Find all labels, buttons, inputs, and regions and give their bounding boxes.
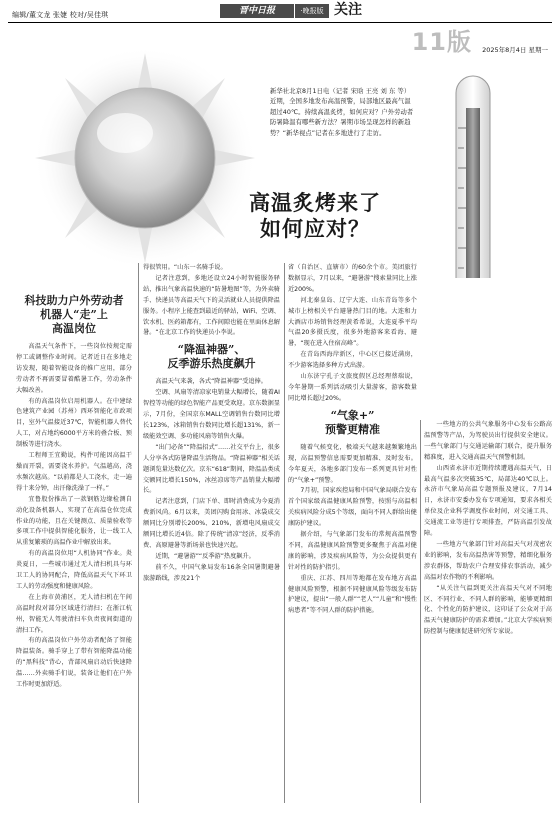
sun-illustration [30, 48, 260, 278]
column-divider [138, 263, 139, 803]
subheading-line: 反季游乐热度飙升 [167, 357, 256, 371]
paragraph: 高温天气条件下，一些岗位按规定需停工或调整作业时间。记者近日在多地走访发现，随着智能设备的推广应用，部分劳动者不再需要冒着酷暑工作，劳动条件大幅改善。 [16, 343, 132, 394]
newspaper-masthead: 晋中日报 [220, 4, 294, 18]
paragraph: 有的高温岗位用“人机协同”作业。炎炎夏日，一些城市通过无人清扫机具与环卫工人的协同配合，降低高温天气下环卫工人的劳动强度和健康风险。 [16, 550, 132, 590]
subheading-line: 预警更精准 [325, 422, 380, 436]
edition-label: ·晚报版 [295, 4, 329, 18]
paragraph: 一些地方气象部门针对高温天气对茂密农业的影响，发布高温热害等预警，精细化服务涉农群体，帮助农户合理安排农事活动，减少高温对农作物的不利影响。 [424, 540, 552, 581]
paragraph: 一些地方的公共气象服务中心发布公路高温预警等产品，为驾驶员出行提供安全建议。一些气象部门与交通运输部门联合，提升服务精准度，进入交通高温天气预警机制。 [424, 421, 552, 461]
thermometer-illustration [418, 68, 528, 278]
issue-date: 2025年8月4日 星期一 [482, 46, 548, 54]
article-column-1 [16, 290, 132, 691]
paragraph: 山西省永济市近期持续遭遇高温天气，日最高气温多次突破35℃，局部达40℃以上。永济市气象局高温专题预报及建议，7月14日，永济市安委办发布专项通知，要求各相关单位及企业科学调度作业时间，对交通工具、交通流工业等进行专项排查，严防高温引发故障。 [424, 464, 552, 538]
paragraph: “从关注气温到更关注高温天气对不同地区、不同行业、不同人群的影响，能够更精细化、个性化的防护建议，这印证了公众对于高温天气健康防护的需求增加。”北京大学疾病预防控制与健康促进研究所专家说。 [424, 584, 552, 636]
column-divider [284, 263, 285, 803]
paragraph: 在上海市黄浦区，无人清扫机在午间高温时段对部分区域进行清扫；在浙江杭州，智能无人驾驶清扫车负责夜间街道的清扫工作。 [16, 593, 132, 634]
subheading-line: 科技助力户外劳动者 [24, 294, 124, 307]
headline-line-2: 如何应对？ [260, 216, 370, 241]
subheading-cooling [143, 343, 280, 371]
paragraph: 近期，“避暑游”“反季游”热度飙升。 [155, 552, 255, 560]
column-divider [420, 420, 421, 803]
paragraph: 宜鲁股份推出了一款钢筋边缘检测自动化设备机器人，实现了在高温仓位完成作业的功能，且在关键测点、质量验收等多项工作中提供智能化服务，让一线工人从重复繁琐的高温作业中解放出来。 [16, 495, 132, 547]
subheading-tech [16, 294, 132, 336]
paragraph: 空调、风扇等清凉家电销量大幅增长，随着AI智控等功能的绿色智能产品更受欢迎。京东数据显示，7月份，全国京东MALL空调销售台数同比增长123%，冰箱销售台数同比增长超131%，新一级能效空调、多功能风扇等销售火爆。 [143, 389, 280, 440]
paragraph: 得很管用。“山东一名骑手说。 [143, 264, 227, 271]
page-number: 11版 [411, 28, 472, 56]
subheading-line: 机器人“走”上 [40, 308, 108, 321]
subheading-line: “降温神器”、 [177, 343, 246, 357]
paragraph: 工程师王宜勤说，构件可能因高温干燥而开裂，需要浇水养护。气温越高，浇水频次越高。“以前都是人工浇水，走一遍得十来分钟，出汗像洗澡了一样。” [16, 452, 132, 492]
paragraph: 河北秦皇岛、辽宁大连、山东青岛等多个城市上榜相关平台避暑热门目的地。大连和力大酒店市场销售经理黄希希说，大连夏季平均气温20多摄氏度，很多外地游客来看海、避暑，“现在进入住宿高峰”。 [288, 296, 417, 348]
paragraph: 据介绍，与气象部门发布的常规高温预警不同，高温健康风险预警更多聚焦于高温对健康的影响，涉及疾病风险等，为公众提供更有针对性的防护指引。 [288, 531, 417, 571]
subheading-forecast [288, 409, 417, 437]
subheading-line: “气象+” [330, 408, 375, 422]
article-column-2 [143, 263, 280, 585]
header-rule [8, 22, 552, 23]
section-title: 关注 [334, 2, 362, 18]
paragraph: 记者注意到，多地还设立24小时智能服务驿站，推出气象高温快速的“防暑地图”等，为外卖骑手、快递员等高温天气下的灵活就业人员提供降温服务。小程序上能查到最近的驿站，WiFi、空调、饮水机、医药箱都有，工作间隙也能在里面休息解暑。“在北京工作的快递员小李说。 [143, 274, 280, 337]
paragraph: 7月初，国家疾控局和中国气象局联合发布首个国家级高温健康风险预警，按照与高温相关疾病风险分成5个等级，面向不同人群给出健康防护建议。 [288, 487, 417, 528]
editor-credits: 编辑/董文龙 张婕 校对/吴佳琪 [12, 11, 109, 19]
page-header [8, 0, 552, 56]
main-headline [215, 190, 415, 242]
paragraph: “出门必备”“降温招式”……社交平台上，很多人分享各式防暑降温生活物品。“降温神器”相关话题浏览量达数亿次。京东“618”期间，降温品类成交额同比增长150%，冰丝凉席等产品销量大幅增长。 [143, 443, 280, 495]
headline-line-1: 高温炙烤来了 [249, 190, 381, 215]
paragraph: 记者注意到，门店下单、即时消费成为今夏消费新风尚。6月以来，美团闪购食用冰、冰袋成交额同比分别增长200%、210%，新增电风扇成交额同比增长近4倍。除了传统“清凉”经济，反季消费、高原避暑等新场景也快速兴起。 [143, 498, 280, 549]
paragraph: 省（自治区、直辖市）的60余个市。美团旅行数据显示，7月以来，“避暑游”搜索量同比上涨近200%。 [288, 264, 417, 293]
paragraph: 山东济宁孔子文旅度假区总经理蔡瑞说，今年暑期一系列活动吸引大量游客，游客数量同比增长超过20%。 [288, 373, 417, 402]
subheading-line: 高温岗位 [52, 322, 96, 335]
paragraph: 有的高温岗位户外劳动者配备了智能降温装备。骑手穿上了带有智能降温功能的“黑科技”背心，背部风扇启动后快速降温……外卖骑手们说，装备让他们在户外工作时更加舒适。 [16, 637, 132, 689]
hero-illustration [0, 38, 560, 278]
article-column-3 [288, 263, 417, 617]
paragraph: 在青岛西海岸新区，中心区已接近满房，不少游客选择多种方式出游。 [288, 351, 417, 370]
article-lead: 新华社北京8月1日电（记者 宋晗 王亮 刘 东 等）近期，全国多地发布高温预警，局部地区最高气温超过40℃。持续高温炙烤，如何应对？户外劳动者防暑降温有哪些新方法？暑期市场呈现怎样的新趋势？“新华视点”记者在多地进行了走访。 [270, 88, 414, 137]
paragraph: 高温天气来袭，各式“降温神器”受追捧。 [155, 378, 267, 386]
paragraph: 随着气候变化，极端天气越来越频繁地出现，高温预警信息需要更加精准、及时发布。今年夏天，各地多部门发布一系列更具针对性的“气象+”预警。 [288, 443, 417, 484]
article-column-4 [424, 420, 552, 638]
paragraph: 前不久，中国气象局发布16条全国暑期避暑旅游路线，涉及21个 [143, 563, 280, 582]
paragraph: 重庆、江苏、四川等地都在发布地方高温健康风险预警，根据不同健康风险等级发布防护建议，提出“一般人群”“老人”“儿童”和“慢性病患者”等不同人群的防护措施。 [288, 574, 417, 615]
paragraph: 有的高温岗位启用机器人。在中建绿色建筑产业园（苏州）西环智能化市政项目，室外气温接近37℃，智能机器人替代人工，对占地约6000平方米的叠合板、预制板等进行浇水。 [16, 397, 132, 449]
